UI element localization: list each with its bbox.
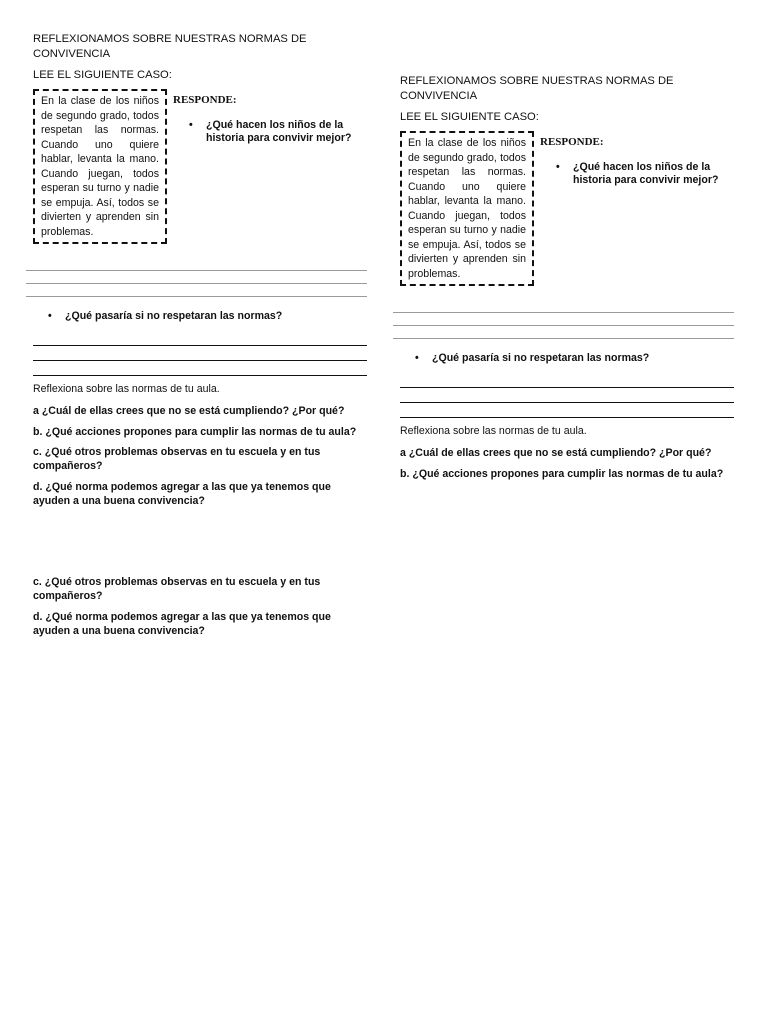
case-label: LEE EL SIGUIENTE CASO: — [33, 69, 172, 81]
bullet-question-1-text: ¿Qué hacen los niños de la historia para convivir mejor? — [206, 119, 352, 144]
answer-line — [26, 283, 367, 284]
worksheet-title: REFLEXIONAMOS SOBRE NUESTRAS NORMAS DE CONVIVENCIA — [400, 75, 674, 102]
case-label: LEE EL SIGUIENTE CASO: — [400, 111, 539, 123]
reflect-intro: Reflexiona sobre las normas de tu aula. — [33, 383, 220, 395]
bullet-question-1 — [556, 161, 736, 187]
question-c-repeat: c. ¿Qué otros problemas observas en tu escuela y en tus compañeros? — [33, 576, 321, 602]
bullet-icon: • — [48, 310, 52, 322]
question-a: a ¿Cuál de ellas crees que no se está cumpliendo? ¿Por qué? — [400, 447, 712, 459]
answer-line — [393, 312, 734, 313]
answer-line — [393, 338, 734, 339]
answer-line — [33, 345, 367, 346]
answer-line — [26, 296, 367, 297]
bullet-question-2-text: ¿Qué pasaría si no respetaran las normas? — [65, 310, 283, 322]
case-text-box: En la clase de los niños de segundo grado, todos respetan las normas. Cuando uno quiere hablar, levanta la mano. Cuando juegan, todos esperan su turno y nadie se empuja. Así, todos se divierten y aprenden sin problemas. — [33, 89, 167, 244]
question-a: a ¿Cuál de ellas crees que no se está cumpliendo? ¿Por qué? — [33, 405, 345, 417]
answer-line — [33, 375, 367, 376]
question-b: b. ¿Qué acciones propones para cumplir las normas de tu aula? — [33, 426, 357, 438]
answer-line — [26, 270, 367, 271]
answer-line — [400, 417, 734, 418]
answer-line — [400, 402, 734, 403]
bullet-icon: • — [556, 161, 560, 173]
bullet-question-2-text: ¿Qué pasaría si no respetaran las normas? — [432, 352, 650, 364]
bullet-icon: • — [189, 119, 193, 131]
worksheet-right — [367, 42, 751, 1024]
question-b: b. ¿Qué acciones propones para cumplir las normas de tu aula? — [400, 468, 724, 480]
answer-line — [400, 387, 734, 388]
worksheet-title: REFLEXIONAMOS SOBRE NUESTRAS NORMAS DE CONVIVENCIA — [33, 33, 307, 60]
case-text-box: En la clase de los niños de segundo grado, todos respetan las normas. Cuando uno quiere hablar, levanta la mano. Cuando juegan, todos esperan su turno y nadie se empuja. Así, todos se divierten y aprenden sin problemas. — [400, 131, 534, 286]
bullet-question-1 — [189, 119, 369, 145]
bullet-question-2 — [48, 310, 348, 323]
bullet-question-2 — [415, 352, 715, 365]
responde-label: RESPONDE: — [540, 136, 604, 148]
bullet-icon: • — [415, 352, 419, 364]
question-d-repeat: d. ¿Qué norma podemos agregar a las que ya tenemos que ayuden a una buena convivencia? — [33, 611, 331, 637]
bullet-question-1-text: ¿Qué hacen los niños de la historia para convivir mejor? — [573, 161, 719, 186]
responde-label: RESPONDE: — [173, 94, 237, 106]
question-d: d. ¿Qué norma podemos agregar a las que ya tenemos que ayuden a una buena convivencia? — [33, 481, 331, 507]
reflect-intro: Reflexiona sobre las normas de tu aula. — [400, 425, 587, 437]
answer-line — [33, 360, 367, 361]
question-c: c. ¿Qué otros problemas observas en tu escuela y en tus compañeros? — [33, 446, 321, 472]
answer-line — [393, 325, 734, 326]
